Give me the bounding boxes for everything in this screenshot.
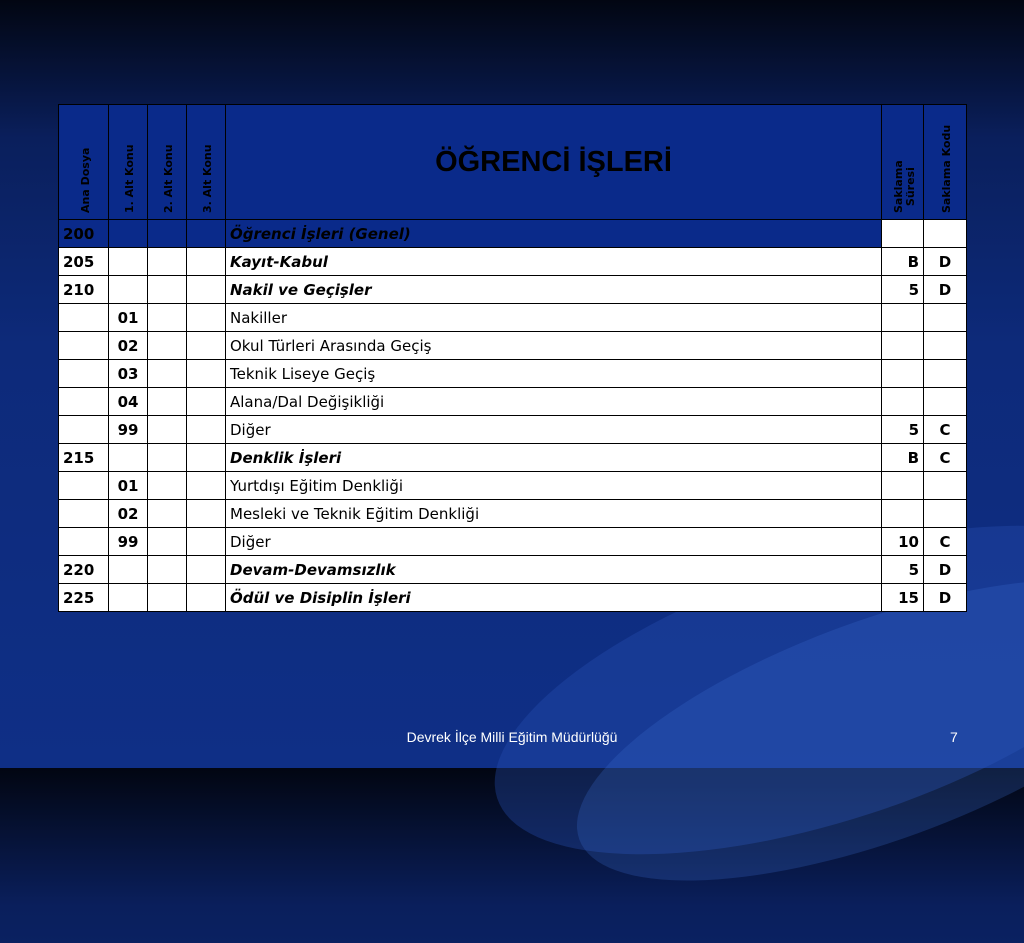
cell-alt-konu-1	[109, 248, 148, 276]
cell-alt-konu-2	[148, 528, 187, 556]
cell-saklama-suresi	[882, 500, 924, 528]
cell-alt-konu-1: 99	[109, 416, 148, 444]
table-row	[59, 220, 967, 248]
cell-alt-konu-1: 02	[109, 500, 148, 528]
table-row	[59, 304, 967, 332]
cell-alt-konu-3	[187, 444, 226, 472]
cell-alt-konu-2	[148, 444, 187, 472]
cell-ana-dosya: 225	[59, 584, 109, 612]
cell-alt-konu-2	[148, 248, 187, 276]
cell-konu: Devam-Devamsızlık	[226, 556, 882, 584]
cell-ana-dosya	[59, 332, 109, 360]
cell-ana-dosya: 215	[59, 444, 109, 472]
header-saklama-kodu: Saklama Kodu	[924, 105, 967, 220]
cell-konu: Denklik İşleri	[226, 444, 882, 472]
table-row	[59, 276, 967, 304]
header-ana-dosya: Ana Dosya	[59, 105, 109, 220]
cell-konu: Nakiller	[226, 304, 882, 332]
cell-alt-konu-1	[109, 220, 148, 248]
cell-alt-konu-3	[187, 500, 226, 528]
header-saklama-suresi: Saklama Süresi	[882, 105, 924, 220]
cell-alt-konu-1: 03	[109, 360, 148, 388]
cell-saklama-kodu: D	[924, 248, 967, 276]
cell-saklama-kodu	[924, 472, 967, 500]
cell-ana-dosya	[59, 388, 109, 416]
cell-alt-konu-2	[148, 332, 187, 360]
cell-alt-konu-3	[187, 416, 226, 444]
cell-saklama-kodu	[924, 360, 967, 388]
cell-ana-dosya	[59, 472, 109, 500]
table-row	[59, 248, 967, 276]
cell-konu: Teknik Liseye Geçiş	[226, 360, 882, 388]
cell-saklama-suresi: B	[882, 248, 924, 276]
cell-alt-konu-2	[148, 472, 187, 500]
cell-konu: Okul Türleri Arasında Geçiş	[226, 332, 882, 360]
table-row	[59, 444, 967, 472]
cell-alt-konu-3	[187, 472, 226, 500]
cell-konu: Ödül ve Disiplin İşleri	[226, 584, 882, 612]
cell-alt-konu-2	[148, 556, 187, 584]
cell-saklama-suresi: 15	[882, 584, 924, 612]
table-title-cell	[226, 105, 882, 220]
cell-saklama-suresi: 5	[882, 556, 924, 584]
records-table	[58, 104, 967, 612]
cell-alt-konu-2	[148, 276, 187, 304]
cell-saklama-kodu: D	[924, 276, 967, 304]
cell-alt-konu-3	[187, 584, 226, 612]
cell-ana-dosya	[59, 416, 109, 444]
cell-saklama-kodu	[924, 388, 967, 416]
cell-saklama-suresi	[882, 472, 924, 500]
table-row	[59, 472, 967, 500]
cell-ana-dosya	[59, 360, 109, 388]
cell-alt-konu-3	[187, 556, 226, 584]
cell-konu: Kayıt-Kabul	[226, 248, 882, 276]
cell-konu: Alana/Dal Değişikliği	[226, 388, 882, 416]
cell-ana-dosya: 205	[59, 248, 109, 276]
cell-saklama-suresi	[882, 360, 924, 388]
cell-alt-konu-1	[109, 556, 148, 584]
cell-alt-konu-2	[148, 360, 187, 388]
table-row	[59, 332, 967, 360]
cell-ana-dosya: 220	[59, 556, 109, 584]
table-header-row	[59, 105, 967, 220]
cell-alt-konu-2	[148, 416, 187, 444]
cell-saklama-kodu: C	[924, 528, 967, 556]
cell-ana-dosya: 200	[59, 220, 109, 248]
table-body	[59, 220, 967, 612]
cell-alt-konu-3	[187, 304, 226, 332]
cell-konu: Yurtdışı Eğitim Denkliği	[226, 472, 882, 500]
cell-alt-konu-3	[187, 220, 226, 248]
cell-alt-konu-1: 02	[109, 332, 148, 360]
cell-saklama-suresi	[882, 304, 924, 332]
cell-alt-konu-2	[148, 500, 187, 528]
cell-alt-konu-1: 04	[109, 388, 148, 416]
cell-alt-konu-3	[187, 360, 226, 388]
cell-alt-konu-2	[148, 584, 187, 612]
page-title: ÖĞRENCİ İŞLERİ	[435, 145, 672, 178]
cell-alt-konu-1	[109, 584, 148, 612]
cell-konu: Diğer	[226, 416, 882, 444]
cell-saklama-suresi: 5	[882, 276, 924, 304]
cell-saklama-kodu: C	[924, 444, 967, 472]
cell-alt-konu-3	[187, 248, 226, 276]
cell-alt-konu-1	[109, 444, 148, 472]
cell-ana-dosya	[59, 500, 109, 528]
cell-saklama-suresi	[882, 220, 924, 248]
cell-alt-konu-1: 99	[109, 528, 148, 556]
cell-alt-konu-1	[109, 276, 148, 304]
cell-alt-konu-3	[187, 388, 226, 416]
table-row	[59, 584, 967, 612]
table-row	[59, 360, 967, 388]
cell-alt-konu-1: 01	[109, 472, 148, 500]
table-row	[59, 416, 967, 444]
cell-saklama-kodu	[924, 304, 967, 332]
table-row	[59, 500, 967, 528]
cell-saklama-suresi: 5	[882, 416, 924, 444]
cell-konu: Diğer	[226, 528, 882, 556]
cell-alt-konu-2	[148, 304, 187, 332]
cell-alt-konu-1: 01	[109, 304, 148, 332]
cell-saklama-kodu	[924, 500, 967, 528]
cell-saklama-suresi: B	[882, 444, 924, 472]
footer-text: Devrek İlçe Milli Eğitim Müdürlüğü	[406, 729, 618, 745]
cell-saklama-kodu	[924, 220, 967, 248]
cell-saklama-suresi	[882, 388, 924, 416]
table-row	[59, 528, 967, 556]
cell-saklama-kodu: C	[924, 416, 967, 444]
cell-alt-konu-2	[148, 388, 187, 416]
cell-saklama-suresi	[882, 332, 924, 360]
cell-alt-konu-3	[187, 332, 226, 360]
cell-ana-dosya: 210	[59, 276, 109, 304]
cell-saklama-kodu: D	[924, 556, 967, 584]
cell-alt-konu-3	[187, 528, 226, 556]
cell-ana-dosya	[59, 304, 109, 332]
header-alt-konu-1: 1. Alt Konu	[109, 105, 148, 220]
table-row	[59, 556, 967, 584]
header-alt-konu-3: 3. Alt Konu	[187, 105, 226, 220]
cell-konu: Öğrenci İşleri (Genel)	[226, 220, 882, 248]
cell-saklama-suresi: 10	[882, 528, 924, 556]
table-row	[59, 388, 967, 416]
cell-konu: Mesleki ve Teknik Eğitim Denkliği	[226, 500, 882, 528]
cell-ana-dosya	[59, 528, 109, 556]
cell-alt-konu-2	[148, 220, 187, 248]
cell-konu: Nakil ve Geçişler	[226, 276, 882, 304]
header-alt-konu-2: 2. Alt Konu	[148, 105, 187, 220]
cell-alt-konu-3	[187, 276, 226, 304]
cell-saklama-kodu	[924, 332, 967, 360]
cell-saklama-kodu: D	[924, 584, 967, 612]
page-number: 7	[950, 729, 958, 745]
